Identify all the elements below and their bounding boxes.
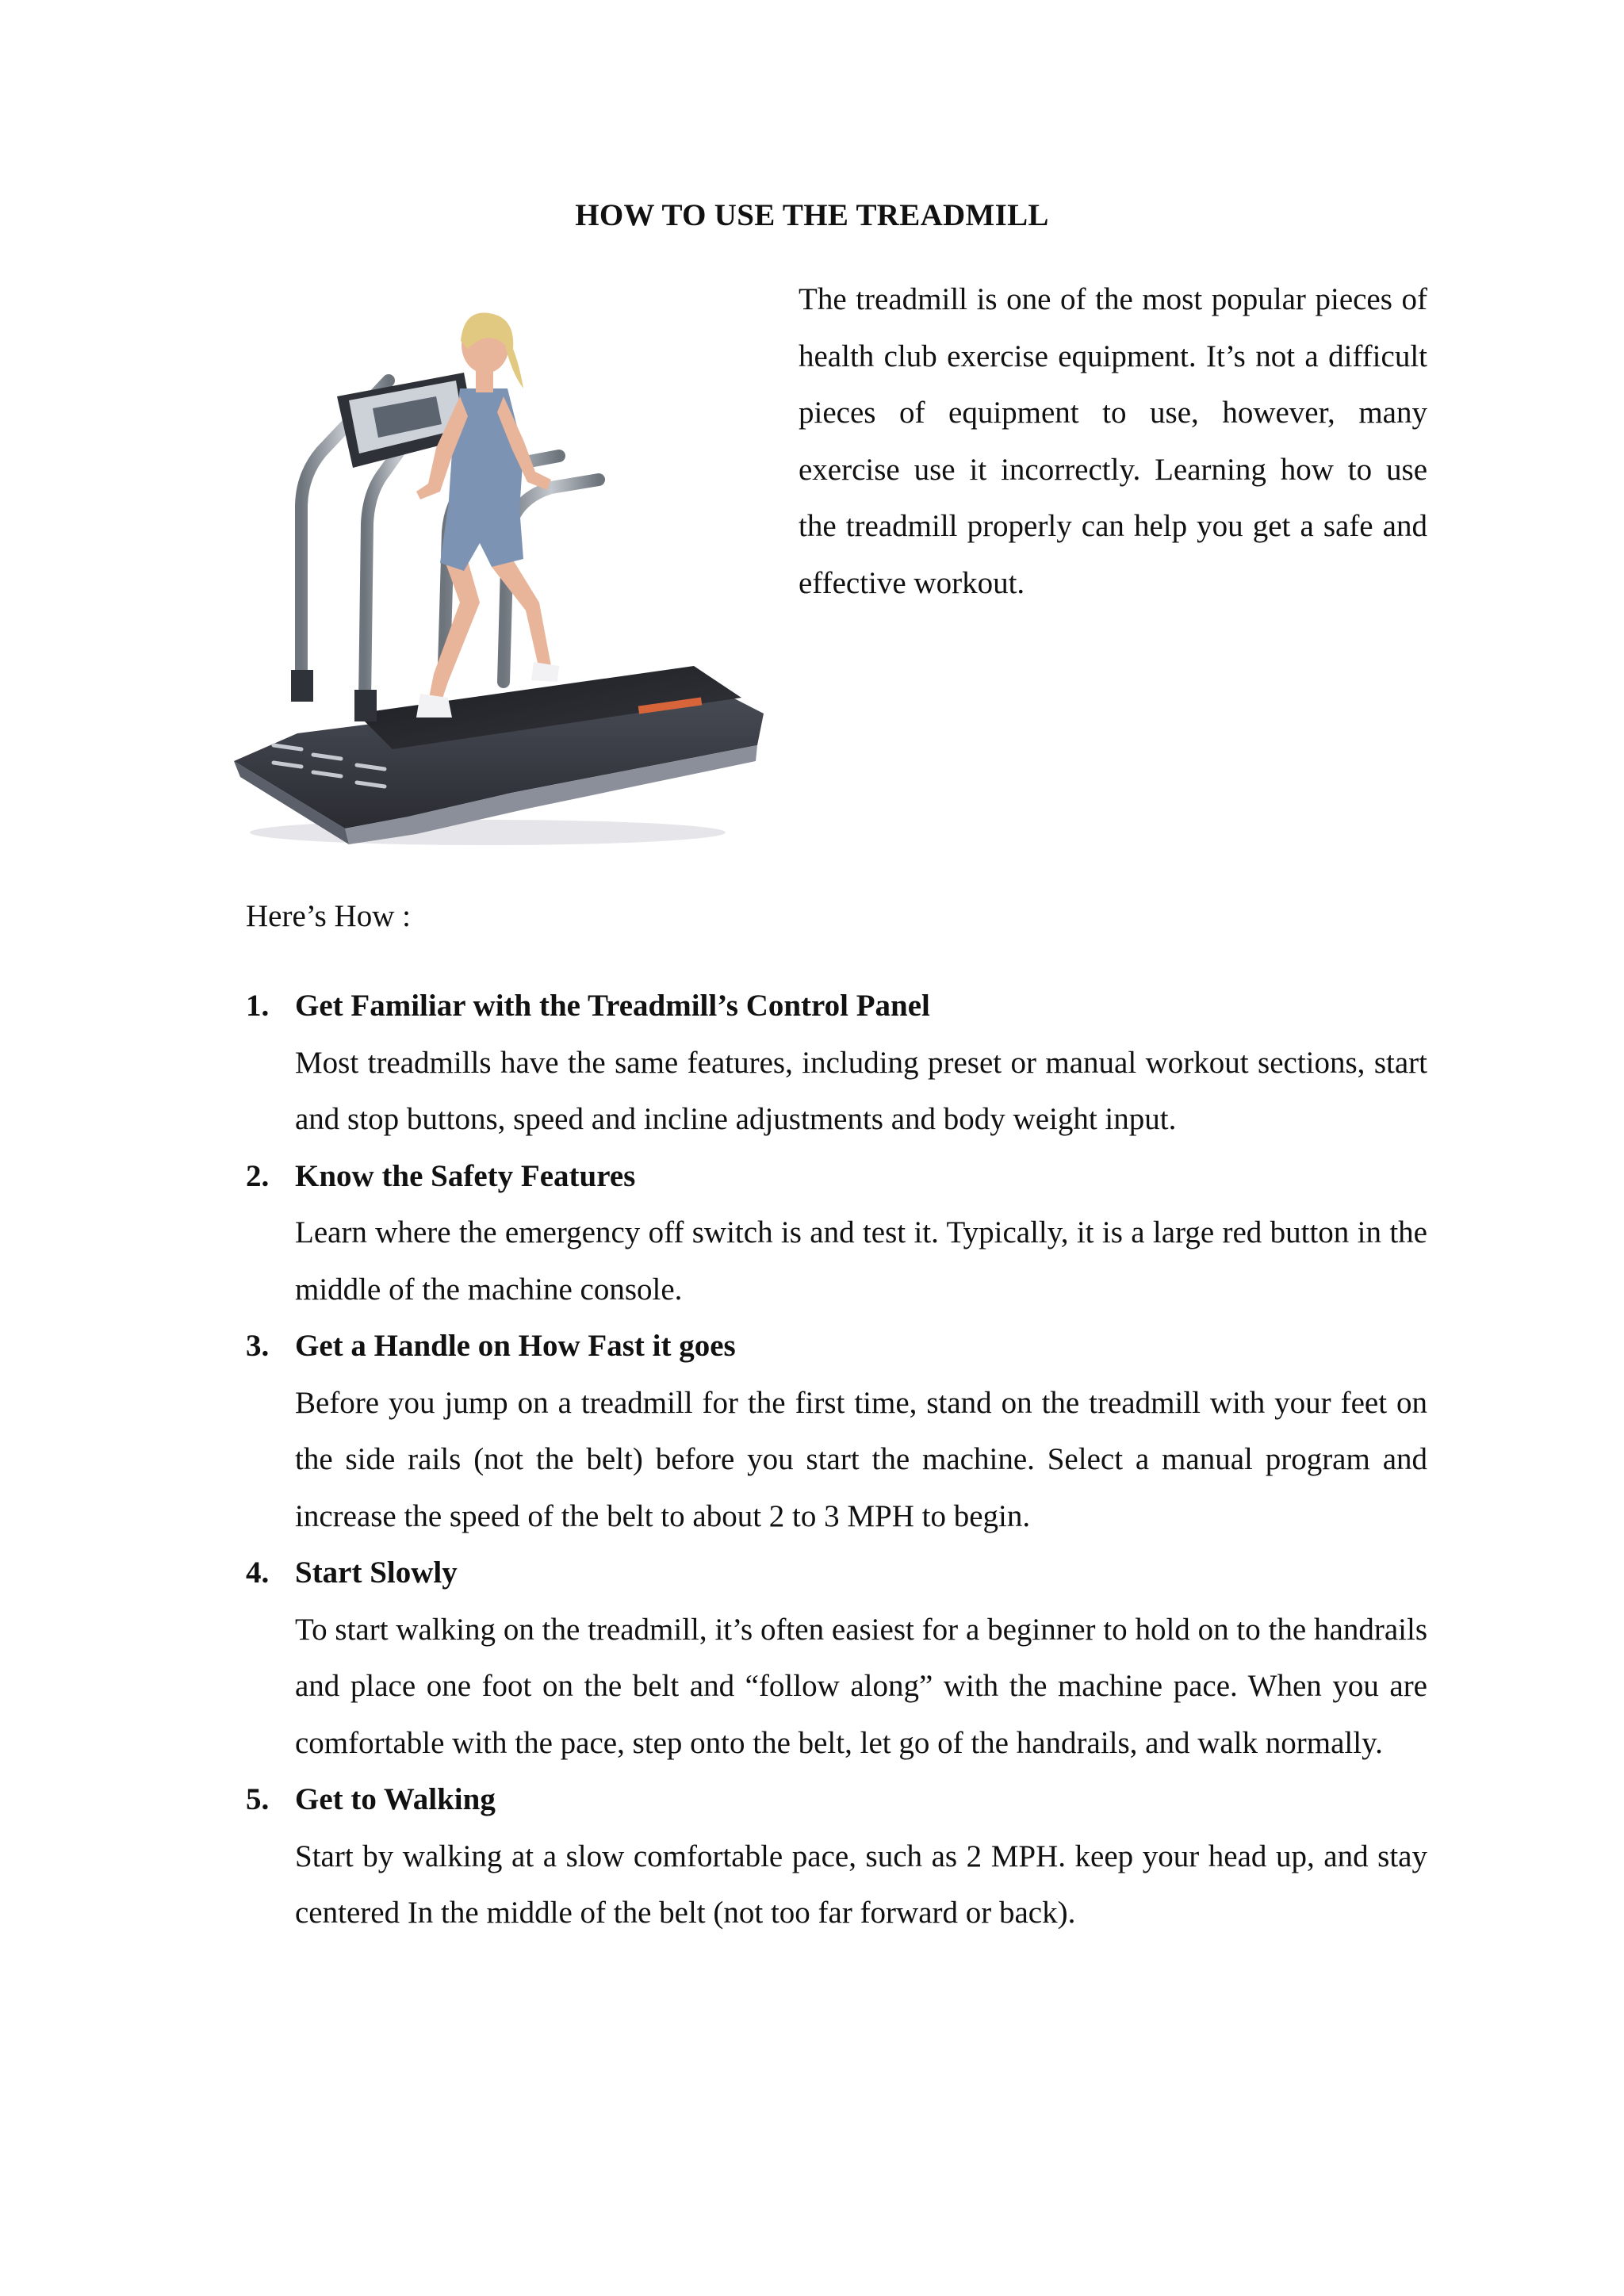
list-item xyxy=(246,1318,1427,1544)
step-body: Most treadmills have the same features, including preset or manual workout sections, start and stop buttons, speed and incline adjustments and body weight input. xyxy=(295,1045,1427,1136)
step-heading: Get a Handle on How Fast it goes xyxy=(295,1329,736,1363)
step-number: 5. xyxy=(246,1782,270,1816)
list-item xyxy=(246,978,1427,1148)
step-body: To start walking on the treadmill, it’s often easiest for a beginner to hold on to the handrails and place one foot on the belt and “follow along” with the machine pace. When you are comfortable with the pace, step onto the belt, let go of the handrails, and walk normally. xyxy=(295,1612,1427,1760)
list-item xyxy=(246,1148,1427,1318)
step-body: Before you jump on a treadmill for the first time, stand on the treadmill with your feet on the side rails (not the belt) before you start the machine. Select a manual program and increase the speed of the belt to about 2 to 3 MPH to begin. xyxy=(295,1385,1427,1533)
step-heading: Start Slowly xyxy=(295,1556,458,1590)
step-number: 2. xyxy=(246,1158,270,1193)
step-heading: Get Familiar with the Treadmill’s Control Panel xyxy=(295,989,930,1023)
step-number: 1. xyxy=(246,989,270,1023)
step-heading: Know the Safety Features xyxy=(295,1158,636,1193)
step-body: Learn where the emergency off switch is and test it. Typically, it is a large red button in the middle of the machine console. xyxy=(295,1215,1427,1307)
page-title: HOW TO USE THE TREADMILL xyxy=(575,198,1049,232)
step-body: Start by walking at a slow comfortable pace, such as 2 MPH. keep your head up, and stay centered In the middle of the belt (not too far forward or back). xyxy=(295,1839,1427,1930)
step-heading: Get to Walking xyxy=(295,1782,496,1816)
steps-list xyxy=(246,978,1427,1942)
list-item xyxy=(246,1771,1427,1942)
step-number: 4. xyxy=(246,1556,270,1590)
heres-how-label: Here’s How : xyxy=(246,899,411,933)
treadmill-photo xyxy=(226,270,773,856)
step-number: 3. xyxy=(246,1329,270,1363)
list-item xyxy=(246,1544,1427,1771)
intro-paragraph: The treadmill is one of the most popular pieces of health club exercise equipment. It’s not a difficult pieces of equipment to use, however, many exercise use it incorrectly. Learning how to use the treadmill properly can help you get a safe and effective workout. xyxy=(799,282,1427,600)
